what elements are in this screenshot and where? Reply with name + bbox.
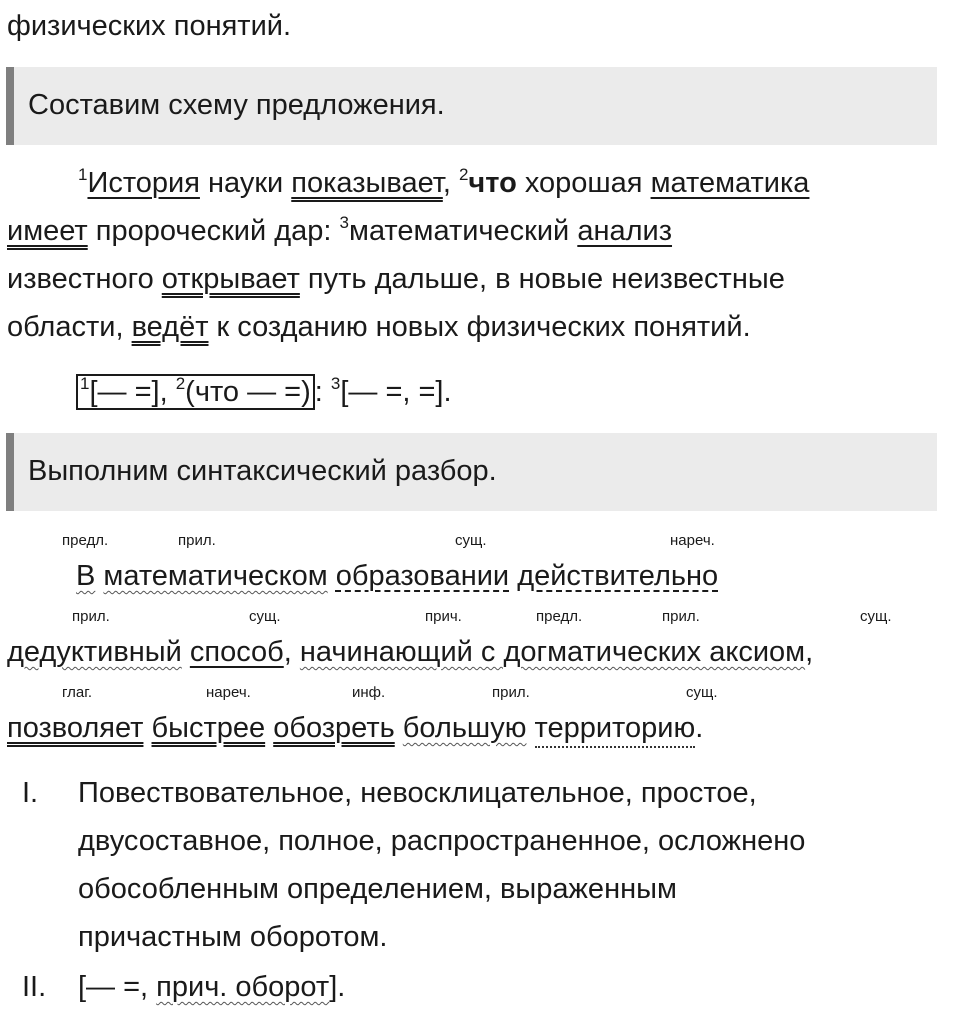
space (328, 560, 336, 592)
plain-text: ]. (329, 971, 346, 1003)
plain-text: хорошая (516, 167, 651, 199)
predicate-word: показывает (291, 167, 443, 199)
pos-tag: предл. (62, 532, 109, 549)
plain-text: путь дальше, в новые неизвестные (299, 263, 785, 295)
plain-text: [— =, (78, 971, 157, 1003)
pos-tag: глаг. (62, 684, 93, 701)
pos-tag: предл. (536, 608, 583, 625)
clause-number: 2 (458, 165, 469, 184)
pos-tag: прич. (425, 608, 462, 625)
sentence-scheme (76, 376, 452, 409)
parse-line-3 (7, 712, 703, 745)
plain-text: области, (7, 311, 132, 343)
intro-text: физических понятий. (7, 10, 292, 42)
clause-number: 2 (175, 374, 186, 393)
space (265, 712, 273, 744)
object-word: территорию (535, 712, 696, 748)
sentence-line-1 (78, 167, 809, 200)
plain-text: пророческий дар: (87, 215, 340, 247)
participial-phrase: прич. оборот (156, 971, 330, 1003)
plain-text: , (805, 636, 814, 668)
scheme-part: (что — =) (185, 376, 311, 408)
pos-tag: нареч. (670, 532, 715, 549)
parse-line-1 (76, 560, 718, 593)
clause-number: 3 (339, 213, 349, 232)
pos-tag: прил. (178, 532, 216, 549)
sentence-line-4 (7, 311, 751, 344)
subject-word: математика (650, 167, 810, 199)
attribute-word: большую (402, 712, 527, 744)
conjunction-word: что (468, 167, 517, 199)
pos-tag: сущ. (249, 608, 281, 625)
pos-tag: нареч. (206, 684, 251, 701)
adverbial-word: образовании (335, 560, 510, 592)
pos-tag: прил. (492, 684, 530, 701)
list-marker: II. (22, 971, 47, 1003)
pos-tag: прил. (662, 608, 700, 625)
predicate-word: имеет (7, 215, 88, 247)
plain-text: , (442, 167, 459, 199)
predicate-word: обозреть (273, 712, 395, 744)
sentence-line-2 (7, 215, 672, 248)
space (526, 712, 534, 744)
section-title: Составим схему предложения. (28, 89, 445, 121)
attribute-word: математическом (103, 560, 328, 592)
pos-tag: инф. (352, 684, 386, 701)
pos-tag: прил. (72, 608, 110, 625)
plain-text: известного (7, 263, 162, 295)
subject-word: анализ (577, 215, 673, 247)
space (143, 712, 151, 744)
clause-number: 1 (78, 165, 88, 184)
plain-text: математический (349, 215, 578, 247)
plain-text: . (695, 712, 704, 744)
adverbial-word: действительно (517, 560, 719, 592)
scheme-part: [— =], (89, 376, 176, 408)
sentence-line-3 (7, 263, 785, 296)
pos-tag: сущ. (686, 684, 718, 701)
attribute-word: дедуктивный (7, 636, 182, 668)
preposition-word: В (76, 560, 96, 592)
clause-number: 1 (80, 374, 90, 393)
space (395, 712, 403, 744)
plain-text: к созданию новых физических понятий. (208, 311, 751, 343)
analysis-line: причастным оборотом. (78, 921, 388, 953)
predicate-word: быстрее (151, 712, 266, 744)
scheme-colon: : (314, 376, 331, 408)
clause-number: 3 (330, 374, 341, 393)
space (182, 636, 190, 668)
pos-tag: сущ. (455, 532, 487, 549)
analysis-line: Повествовательное, невосклицательное, простое, (78, 777, 757, 809)
subject-word: способ (189, 636, 284, 668)
participial-phrase: начинающий с догматических аксиом (299, 636, 806, 668)
section-header-scheme (6, 67, 937, 145)
predicate-word: ведёт (131, 311, 209, 343)
analysis-scheme (78, 971, 345, 1004)
predicate-word: открывает (161, 263, 300, 295)
scheme-box (76, 374, 315, 410)
space (509, 560, 517, 592)
parse-line-2 (7, 636, 813, 669)
subject-word: История (87, 167, 200, 199)
predicate-word: позволяет (7, 712, 144, 744)
plain-text: науки (199, 167, 292, 199)
list-marker: I. (22, 777, 39, 809)
scheme-part: [— =, =]. (340, 376, 452, 408)
section-header-parse (6, 433, 937, 511)
analysis-line: двусоставное, полное, распространенное, осложнено (78, 825, 806, 857)
plain-text: , (283, 636, 300, 668)
analysis-line: обособленным определением, выраженным (78, 873, 677, 905)
pos-tag: сущ. (860, 608, 892, 625)
section-title: Выполним синтаксический разбор. (28, 455, 497, 487)
